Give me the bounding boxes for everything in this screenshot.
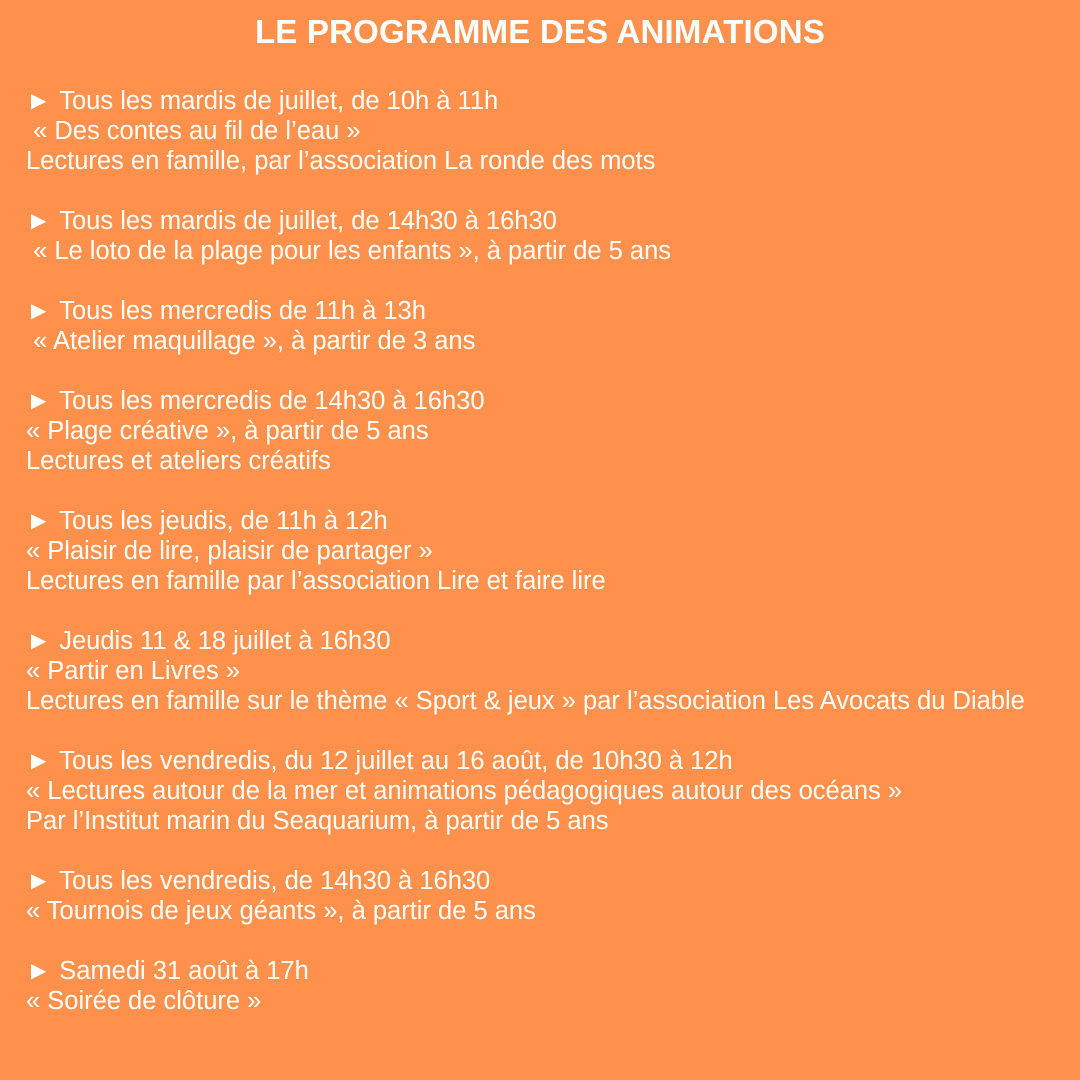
event-when-line xyxy=(26,506,1074,536)
arrow-icon: ► xyxy=(26,87,52,115)
event-item xyxy=(26,746,1074,836)
event-when-line xyxy=(26,296,1074,326)
arrow-icon: ► xyxy=(26,957,52,985)
event-title: « Lectures autour de la mer et animations pédagogiques autour des océans » xyxy=(26,777,903,805)
event-item xyxy=(26,866,1074,926)
event-when-line xyxy=(26,866,1074,896)
event-when: Tous les mercredis de 11h à 13h xyxy=(59,297,426,325)
event-title: « Atelier maquillage », à partir de 3 ans xyxy=(26,327,476,355)
event-when: Samedi 31 août à 17h xyxy=(59,957,309,985)
events-list xyxy=(26,86,1074,1046)
arrow-icon: ► xyxy=(26,507,52,535)
page-title: LE PROGRAMME DES ANIMATIONS xyxy=(254,13,826,50)
event-when: Jeudis 11 & 18 juillet à 16h30 xyxy=(59,627,391,655)
event-title: « Plaisir de lire, plaisir de partager » xyxy=(26,537,433,565)
event-when: Tous les mercredis de 14h30 à 16h30 xyxy=(59,387,485,415)
event-when-line xyxy=(26,86,1074,116)
event-when-line xyxy=(26,746,1074,776)
event-when-line xyxy=(26,956,1074,986)
event-when-line xyxy=(26,386,1074,416)
event-title: « Des contes au fil de l’eau » xyxy=(26,117,361,145)
event-title: « Soirée de clôture » xyxy=(26,987,262,1015)
event-when: Tous les mardis de juillet, de 14h30 à 16h30 xyxy=(59,207,557,235)
event-item xyxy=(26,86,1074,176)
event-details: Lectures en famille, par l’association La ronde des mots xyxy=(26,147,656,175)
event-title: « Tournois de jeux géants », à partir de 5 ans xyxy=(26,897,536,925)
event-when-line xyxy=(26,626,1074,656)
arrow-icon: ► xyxy=(26,297,52,325)
event-title: « Partir en Livres » xyxy=(26,657,241,685)
event-title: « Le loto de la plage pour les enfants », à partir de 5 ans xyxy=(26,237,672,265)
event-details: Lectures en famille par l’association Lire et faire lire xyxy=(26,567,606,595)
event-item xyxy=(26,386,1074,476)
event-item xyxy=(26,296,1074,356)
event-when: Tous les vendredis, du 12 juillet au 16 août, de 10h30 à 12h xyxy=(59,747,733,775)
event-when-line xyxy=(26,206,1074,236)
arrow-icon: ► xyxy=(26,627,52,655)
event-details: Lectures et ateliers créatifs xyxy=(26,447,331,475)
event-details: Par l’Institut marin du Seaquarium, à partir de 5 ans xyxy=(26,807,609,835)
event-item xyxy=(26,206,1074,266)
event-when: Tous les mardis de juillet, de 10h à 11h xyxy=(59,87,499,115)
event-when: Tous les vendredis, de 14h30 à 16h30 xyxy=(59,867,491,895)
arrow-icon: ► xyxy=(26,207,52,235)
event-item xyxy=(26,506,1074,596)
event-item xyxy=(26,956,1074,1016)
arrow-icon: ► xyxy=(26,747,52,775)
event-title: « Plage créative », à partir de 5 ans xyxy=(26,417,429,445)
arrow-icon: ► xyxy=(26,867,52,895)
event-item xyxy=(26,626,1074,716)
event-when: Tous les jeudis, de 11h à 12h xyxy=(59,507,388,535)
event-details: Lectures en famille sur le thème « Sport & jeux » par l’association Les Avocats du Diable xyxy=(26,687,1025,715)
arrow-icon: ► xyxy=(26,387,52,415)
